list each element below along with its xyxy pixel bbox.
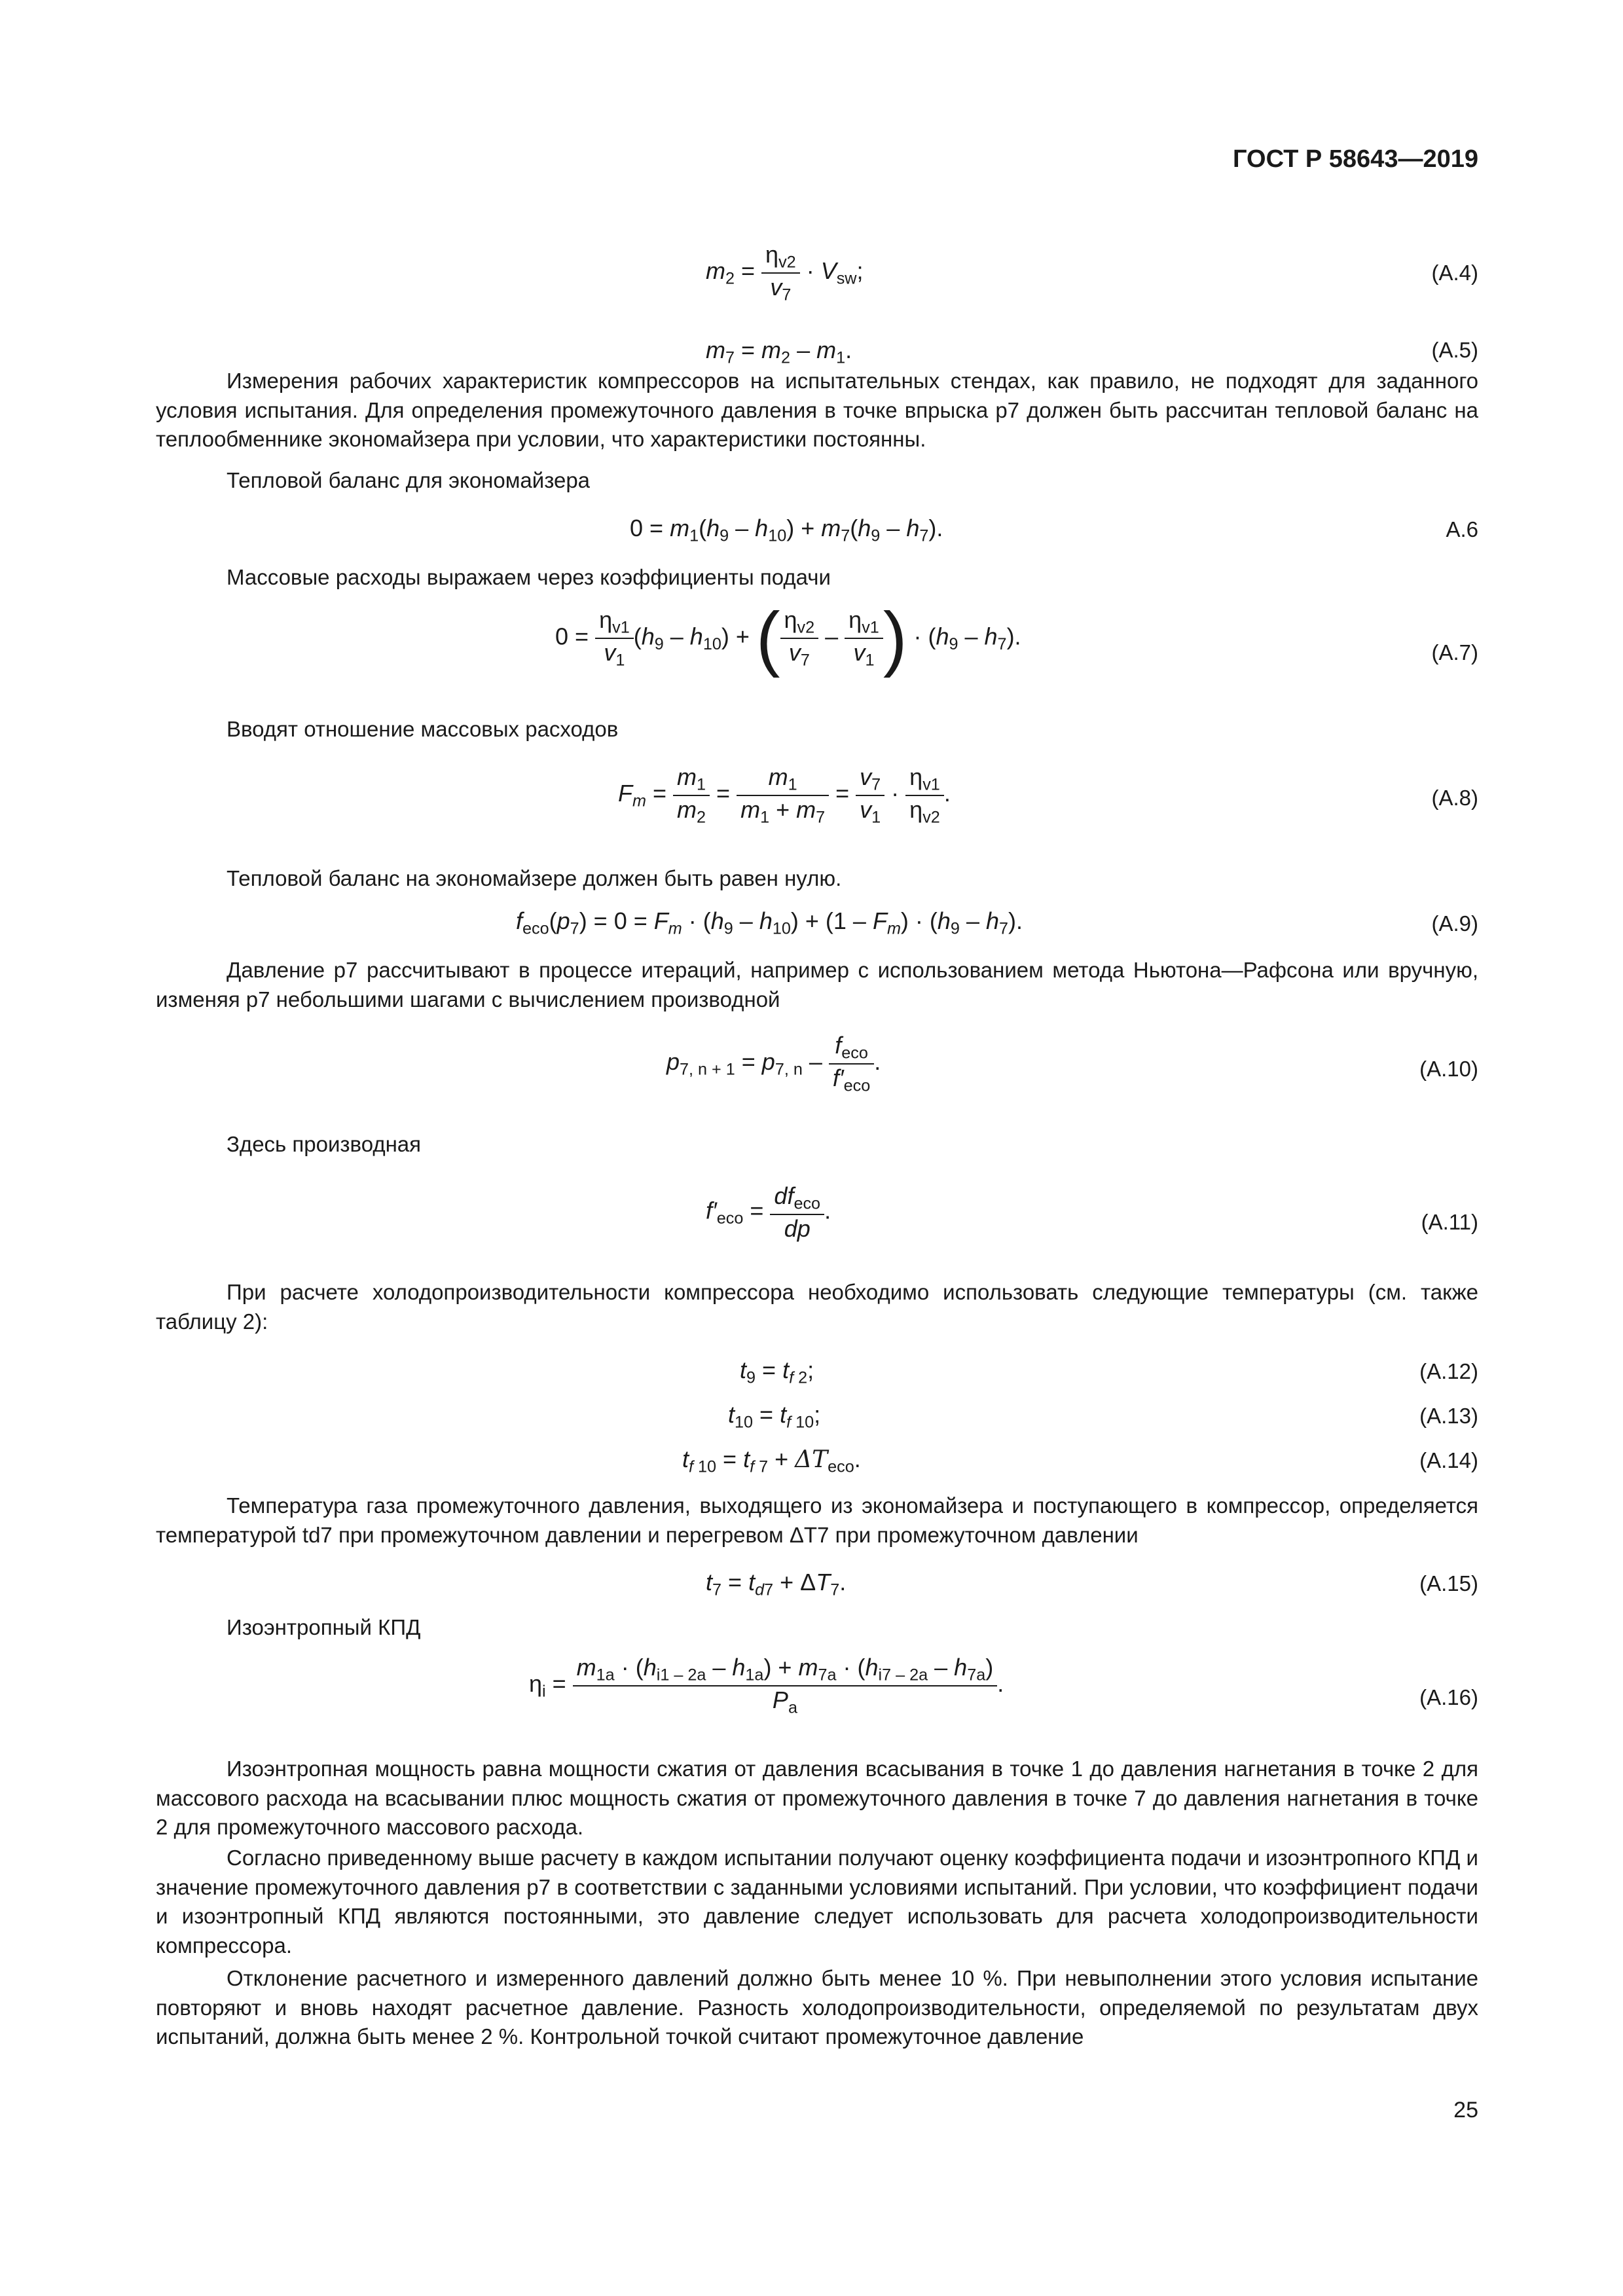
equation-number-a10: (A.10) — [1419, 1057, 1478, 1081]
paragraph: Тепловой баланс на экономайзере должен быть равен нулю. — [227, 866, 842, 890]
equation-a15: $t_7 = t_{d7} + \Delta T_7$. — [706, 1569, 847, 1599]
paragraph: Изоэнтропный КПД — [227, 1615, 421, 1639]
equation-a6: $0 = m_1(h_9 - h_{10}) + m_7(h_9 - h_7)$. — [630, 515, 943, 545]
equation-number-a6: A.6 — [1446, 517, 1478, 541]
equation-number-a8: (A.8) — [1431, 786, 1478, 810]
paragraph: Измерения рабочих характеристик компрессоров на испытательных стендах, как правило, не подходят для заданного условия испытания. Для определения промежуточного давления в точке впрыска p7 должен быть рассчитан тепловой баланс на теплообменнике экономайзера при условии, что характеристики постоянны. — [156, 369, 1478, 451]
equation-a5: $m_7 = m_2 - m_1$. — [706, 337, 852, 367]
equation-a4: $m_2$ = $\frac{\eta_{v2}}{v_7}$ · $V_{sw}$; — [706, 241, 864, 304]
equation-number-a9: (A.9) — [1431, 911, 1478, 936]
paragraph: Давление p7 рассчитывают в процессе итераций, например с использованием метода Ньютона—Рафсона или вручную, изменяя p7 небольшими шагами с вычислением производной — [156, 958, 1478, 1011]
paragraph: Отклонение расчетного и измеренного давлений должно быть менее 10 %. При невыполнении этого условия испытание повторяют и вновь находят расчетное давление. Разность холодопроизводительности, определяемой по результатам двух испытаний, должна быть менее 2 %. Контрольной точкой считают промежуточное давление — [156, 1966, 1478, 2049]
equation-a8: $F_m$ = $\frac{m_1}{m_2}$ = $\frac{m_1}{m_1 + m_7}$ = $\frac{v_7}{v_1}$ · $\frac{\eta_{v1}}{\eta_{v2}}$ . — [618, 763, 951, 827]
equation-number-a16: (A.16) — [1419, 1685, 1478, 1709]
equation-a9: $f_{eco}(p_7) = 0 = F_m \cdot (h_9 - h_{10}) + (1 - F_m) \cdot (h_9 - h_7)$. — [516, 907, 1023, 938]
equation-number-a13: (A.13) — [1419, 1404, 1478, 1428]
paragraph: Тепловой баланс для экономайзера — [227, 468, 591, 492]
equation-number-a14: (A.14) — [1419, 1448, 1478, 1472]
paragraph: Изоэнтропная мощность равна мощности сжатия от давления всасывания в точке 1 до давления нагнетания в точке 2 для массового расхода на всасывании плюс мощность сжатия от промежуточного давления в точке 7 до давления нагнетания в точке 2 для промежуточного массового расхода. — [156, 1757, 1478, 1839]
paragraph: Массовые расходы выражаем через коэффициенты подачи — [227, 565, 831, 589]
equation-number-a15: (A.15) — [1419, 1571, 1478, 1595]
paragraph: Здесь производная — [227, 1132, 422, 1156]
equation-number-a12: (A.12) — [1419, 1359, 1478, 1383]
paragraph: Вводят отношение массовых расходов — [227, 717, 619, 741]
equation-a16: $\eta_i$ = $\frac{m_{1a} \cdot (h_{i1 - 2a} - h_{1a}) + m_{7a} \cdot (h_{i7 - 2a} - h_{7a})}{P_a}$ . — [529, 1654, 1004, 1717]
equation-a12: $t_9 = t_{f 2}$; — [740, 1357, 814, 1387]
page-number: 25 — [1453, 2098, 1478, 2123]
equation-a7: 0 = $\frac{\eta_{v1}}{v_1}$ $(h_9 - h_{10})$ + ( $\frac{\eta_{v2}}{v_7}$ – $\frac{\eta_{v1}}{v_1}$ ) · $(h_9 - h_7)$. — [555, 598, 1021, 678]
equation-a10: $p_{7, n + 1} = p_{7, n}$ – $\frac{f_{eco}}{f'_{eco}}$ . — [666, 1032, 881, 1095]
equation-number-a11: (A.11) — [1421, 1210, 1478, 1234]
equation-a11: $f'_{eco}$ = $\frac{df_{eco}}{dp}$ . — [706, 1182, 831, 1242]
equation-number-a5: (A.5) — [1431, 338, 1478, 362]
paragraph: Температура газа промежуточного давления, выходящего из экономайзера и поступающего в компрессор, определяется температурой td7 при промежуточном давлении и перегревом ΔT7 при промежуточном давлении — [156, 1493, 1478, 1547]
equation-a13: $t_{10} = t_{f 10}$; — [728, 1401, 821, 1432]
paragraph: При расчете холодопроизводительности компрессора необходимо использовать следующие температуры (см. также таблицу 2): — [156, 1280, 1478, 1334]
equation-number-a4: (A.4) — [1431, 261, 1478, 285]
paragraph: Согласно приведенному выше расчету в каждом испытании получают оценку коэффициента подачи и изоэнтропного КПД и значение промежуточного давления p7 в соответствии с заданными условиями испытаний. При условии, что коэффициент подачи и изоэнтропный КПД являются постоянными, это давление следует использовать для расчета холодопроизводительности компрессора. — [156, 1846, 1478, 1958]
document-header: ГОСТ Р 58643—2019 — [1233, 145, 1478, 173]
equation-number-a7: (A.7) — [1431, 640, 1478, 665]
equation-a14: $t_{f 10} = t_{f 7} + \Delta T_{eco}$. — [682, 1446, 861, 1476]
